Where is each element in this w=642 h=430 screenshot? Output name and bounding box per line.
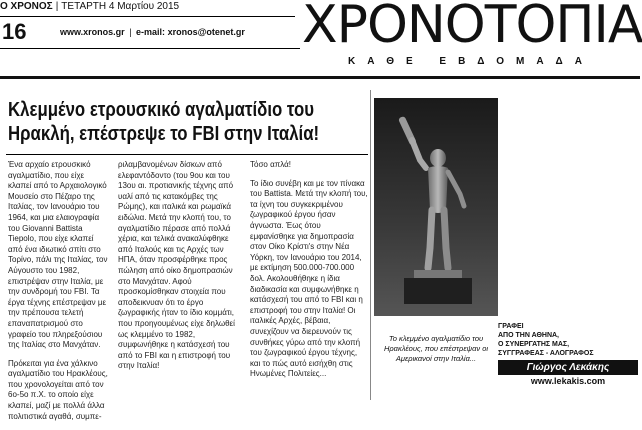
paragraph: Τόσο απλά!	[250, 160, 291, 169]
author-credit	[498, 322, 638, 358]
separator: |	[126, 27, 135, 37]
email-label: e-mail:	[136, 27, 166, 37]
article-column-2	[118, 160, 244, 380]
paragraph: Το ίδιο συνέβη και με τον πίνακα του Battista. Μετά την κλοπή του, τα ίχνη του συγκεκριμένου ζωγραφικού έργου ήσαν άγνωστα. Έως ότου εμφανίσθηκε για δημοπρασία στον Οίκο Κρίστι's στην Νέα Υόρκη, τον Ιανουάριο του 2014, με εκτίμηση 500.000-700.000 δολ. Ακολουθήθηκε η ίδια διαδικασία και συμφωνήθηκε η κατάσχεσή του από το FBI και η επιστροφή του στην Ιταλία! Οι ιταλικές Αρχές, βέβαια, συνεχίζουν να διερευνούν τις συνθήκες γύρω από την κλοπή του ζωγραφικού έργου τέχνης, και το πώς αυτό εισήχθη στις Ηνωμένες Πολιτείες...	[250, 178, 368, 379]
section-divider	[0, 76, 640, 79]
headline-rule	[6, 154, 368, 155]
article-column-3	[250, 160, 368, 388]
header-rule	[0, 48, 300, 49]
contact-line	[60, 25, 245, 39]
statuette-photo	[374, 98, 498, 316]
masthead-strip	[0, 0, 295, 14]
section-brand	[302, 0, 640, 70]
page-number: 16	[2, 19, 27, 44]
header-rule	[0, 16, 295, 17]
author-website-link[interactable]: www.lekakis.com	[530, 376, 606, 386]
credit-line: ΓΡΑΦΕΙ	[498, 323, 524, 330]
credit-line: ΣΥΓΓΡΑΦΕΑΣ - ΑΛΟΓΡΑΦΟΣ	[498, 350, 594, 357]
section-subtitle: ΚΑΘΕ ΕΒΔΟΜΑΔΑ	[348, 56, 594, 67]
author-box	[498, 322, 638, 396]
headline-line: Ηρακλή, επέστρεψε το FBI στην Ιταλία!	[8, 123, 320, 145]
paragraph: ριλαμβανομένων δίσκων από ελεφαντόδοντο (του 9ου και του 13ου αι. προτιανικής τέχνης από υαλί από τις κατακόμβες της Ρώμης), και ιταλικά και ρωμαϊκά ειδώλια. Μετά την κλοπή του, το αγαλματίδιο πέρασε από πολλά χέρια, και τελικά ανακαλύφθηκε από Ιταλούς και τις Αρχές των ΗΠΑ, όταν προσφέρθηκε προς πώληση από οίκο δημοπρασιών στο Μανχάταν. Αφού προσκομίσθηκαν στοιχεία που αποδεικνυαν ότι το έργο ζωγραφικής ήταν το ίδιο κομμάτι, που προηγουμένως είχε δηλωθεί ως κλεμμένο το 1982, συμφωνήθηκε η κατάσχεσή του από το FBI και η επιστροφή του στην Ιταλία!	[118, 160, 235, 371]
issue-date: ΤΕΤΑΡΤΗ 4 Μαρτίου 2015	[61, 1, 180, 12]
photo-caption: Το κλεμμένο αγαλματίδιο του Ηρακλέους, που επέστρεψαν οι Αμερικανοί στην Ιταλία...	[383, 334, 489, 363]
headline-line: Κλεμμένο ετρουσκικό αγαλματίδιο του	[8, 99, 315, 121]
section-title: ΧΡΟΝΟΤΟΠΙΑ	[302, 0, 642, 55]
paragraph: Πρόκειται για ένα χάλκινο αγαλματίδιο του Ηρακλέους, που χρονολογείται από τον 6ο-5ο π.Χ. το οποίο είχε κλαπεί, μαζί με πολλά άλλα πολιτιστικά αγαθά, συμπε-	[8, 358, 108, 421]
credit-line: ΑΠΟ ΤΗΝ ΑΘΗΝΑ,	[498, 332, 559, 339]
email-link[interactable]: xronos@otenet.gr	[167, 27, 245, 37]
credit-line: Ο ΣΥΝΕΡΓΑΤΗΣ ΜΑΣ,	[498, 341, 570, 348]
separator: |	[55, 1, 59, 12]
column-divider	[370, 90, 371, 400]
author-name: Γιώργος Λεκάκης	[498, 360, 638, 375]
heracles-statuette-icon	[374, 98, 498, 316]
publication-name: Ο ΧΡΟΝΟΣ	[0, 1, 53, 12]
article-column-1	[8, 160, 108, 430]
website-link[interactable]: www.xronos.gr	[60, 27, 125, 37]
article-headline	[8, 98, 320, 146]
paragraph: Ένα αρχαίο ετρουσκικό αγαλματίδιο, που είχε κλαπεί από το Αρχαιολογικό Μουσείο στο Πέζαρο της Ιταλίας, τον Ιανουάριο του 1964, και μια ελαιογραφία του Giovanni Battista Tiepolo, που είχε κλαπεί από ένα ιδιωτικό σπίτι στο Τορίνο, πάλι της Ιταλίας, τον Αύγουστο του 1982, επιστρέψαν στην Ιταλία, με την συνδρομή του FBI. Τα έργα τέχνης επέστρεψαν με την πρέπουσα τελετή επαναπατρισμού στο γραφείο του πληρεξούσιου της Ιταλίας στο Μανχάταν.	[8, 160, 108, 350]
